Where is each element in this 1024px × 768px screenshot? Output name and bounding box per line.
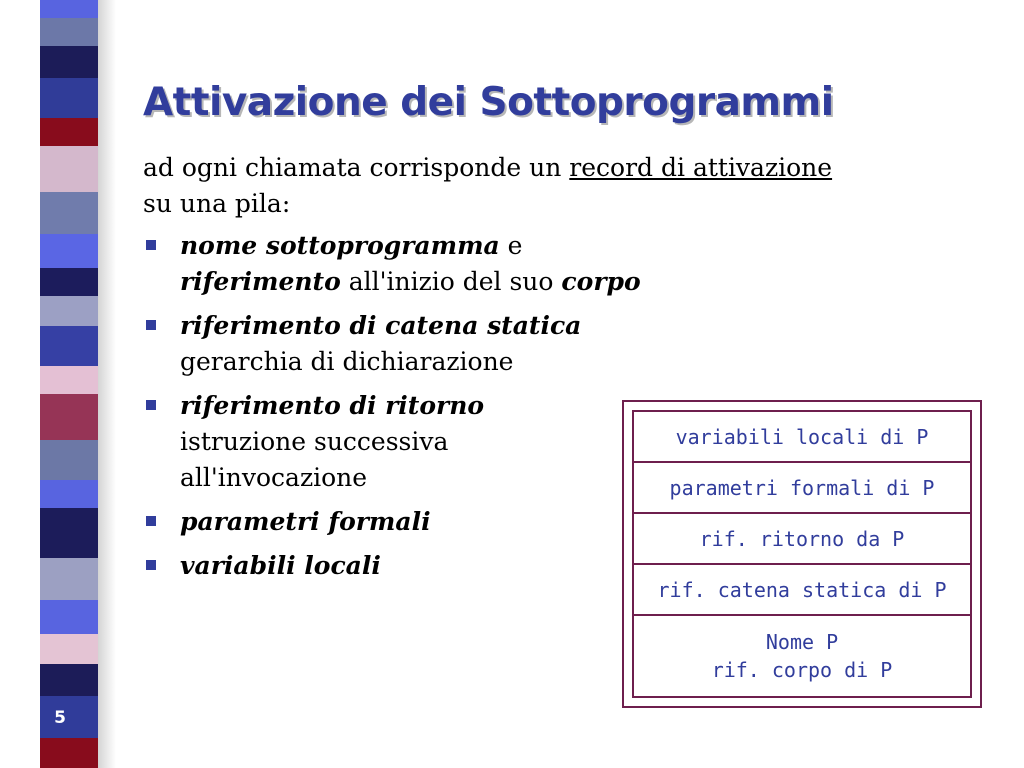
record-cell-static-chain <box>634 565 970 616</box>
bullet-term: parametri formali <box>180 507 431 536</box>
bullet-term: riferimento di catena statica <box>180 311 582 340</box>
activation-record-diagram <box>622 400 982 708</box>
square-bullet-icon <box>146 320 156 330</box>
square-bullet-icon <box>146 240 156 250</box>
bullet-term: corpo <box>561 267 641 296</box>
slide-title: Attivazione dei Sottoprogrammi <box>143 80 834 125</box>
stripe <box>40 326 98 366</box>
intro-text <box>143 150 983 222</box>
bullet-text: all'invocazione <box>180 463 368 492</box>
stripe <box>40 440 98 480</box>
record-cell-formal-parameters <box>634 463 970 514</box>
stripe <box>40 46 98 78</box>
stripe-shadow <box>98 0 116 768</box>
stripe <box>40 480 98 508</box>
slide-number: 5 <box>54 708 66 728</box>
square-bullet-icon <box>146 400 156 410</box>
decorative-stripe-bar <box>40 0 98 768</box>
square-bullet-icon <box>146 516 156 526</box>
record-cell-label: Nome P <box>765 630 839 654</box>
record-cell-local-variables <box>634 412 970 463</box>
stripe <box>40 18 98 46</box>
stripe <box>40 234 98 268</box>
bullet-term: riferimento <box>180 267 341 296</box>
stripe <box>40 146 98 192</box>
stripe <box>40 738 98 768</box>
bullet-text: gerarchia di dichiarazione <box>180 347 514 376</box>
record-cell-label: parametri formali di P <box>669 475 935 500</box>
bullet-term: nome sottoprogramma <box>180 231 500 260</box>
stripe <box>40 192 98 234</box>
stripe <box>40 268 98 296</box>
stripe <box>40 366 98 394</box>
record-cell-label: rif. catena statica di P <box>657 577 947 602</box>
bullet-text: e <box>499 231 523 260</box>
stripe <box>40 118 98 146</box>
bullet-term: riferimento di ritorno <box>180 391 485 420</box>
stripe <box>40 508 98 558</box>
intro-before: ad ogni chiamata corrisponde un <box>143 153 570 182</box>
stripe <box>40 634 98 664</box>
bullet-text: istruzione successiva <box>180 427 449 456</box>
record-cell-label: variabili locali di P <box>675 424 929 449</box>
intro-underlined-term: record di attivazione <box>569 153 833 182</box>
stripe <box>40 0 98 18</box>
activation-record-stack <box>632 410 972 698</box>
record-cell-name-body <box>634 616 970 696</box>
bullet-item <box>143 308 983 380</box>
bullet-item <box>143 228 983 300</box>
square-bullet-icon <box>146 560 156 570</box>
stripe <box>40 664 98 696</box>
stripe <box>40 558 98 600</box>
record-cell-return-reference <box>634 514 970 565</box>
bullet-text: all'inizio del suo <box>340 267 562 296</box>
stripe <box>40 78 98 118</box>
stripe <box>40 394 98 440</box>
record-cell-label: rif. corpo di P <box>711 658 893 682</box>
intro-after: su una pila: <box>143 189 291 218</box>
bullet-term: variabili locali <box>180 551 381 580</box>
record-cell-label: rif. ritorno da P <box>699 526 905 551</box>
stripe <box>40 296 98 326</box>
stripe <box>40 600 98 634</box>
